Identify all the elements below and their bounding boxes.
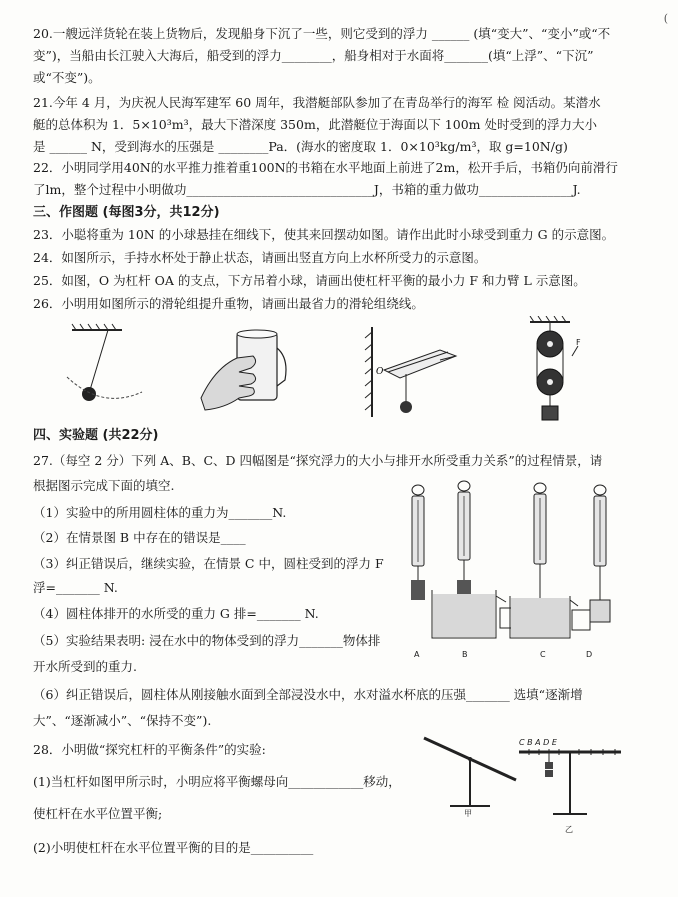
q21-line-1: 21.今年 4 月，为庆祝人民海军建军 60 周年，我潜艇部队参加了在青岛举行的海军 检 阅活动。某潜水 [33, 95, 601, 110]
yi-label: 乙 [565, 825, 573, 834]
q23: 23．小聪将重为 10N 的小球悬挂在细线下，使其来回摆动如图。请作出此时小球受到重力 G 的示意图。 [33, 227, 615, 242]
lever-oa-figure [360, 322, 470, 422]
pendulum-figure [62, 322, 172, 417]
q28-heading: 28．小明做“探究杠杆的平衡条件”的实验: [33, 742, 266, 757]
q26: 26．小明用如图所示的滑轮组提升重物，请画出最省力的滑轮组绕线。 [33, 296, 424, 311]
corner-mark: ( [663, 12, 668, 25]
buoyancy-experiment-figure [400, 480, 620, 660]
q27-item-1: （1）实验中的所用圆柱体的重力为_______N. [33, 505, 287, 520]
q20-line-2: 变”)，当船由长江驶入大海后，船受到的浮力________，船身相对于水面将_______(填“上浮”、“下沉” [33, 48, 594, 63]
fig-label-c: C [540, 650, 546, 659]
pulley-f-label: F [576, 338, 581, 347]
q27-line-2: 根据图示完成下面的填空. [33, 478, 175, 493]
q28-item-1b: 使杠杆在水平位置平衡; [33, 806, 163, 821]
q28-item-1: (1)当杠杆如图甲所示时，小明应将平衡螺母向____________移动， [33, 774, 401, 789]
hand-cup-figure [195, 328, 305, 413]
q25: 25．如图，O 为杠杆 OA 的支点，下方吊着小球，请画出使杠杆平衡的最小力 F 和力臂 L 示意图。 [33, 273, 586, 288]
q27-item-2: （2）在情景图 B 中存在的错误是____ [33, 530, 246, 545]
q22-line-2: 了lm，整个过程中小明做功______________________________J，书箱的重力做功_______________J. [33, 182, 581, 197]
lever-letters: C B A D E [519, 738, 557, 747]
q27-item-4: （4）圆柱体排开的水所受的重力 G 排=_______ N. [33, 606, 319, 621]
q21-line-2: 艇的总体积为 1．5×10³m³，最大下潜深度 350m，此潜艇位于海面以下 100m 处时受到的浮力大小 [33, 117, 597, 132]
q24: 24．如图所示，手持水杯处于静止状态，请画出竖直方向上水杯所受力的示意图。 [33, 250, 487, 265]
fig-label-d: D [586, 650, 593, 659]
q27-line-1: 27.（每空 2 分）下列 A、B、C、D 四幅图是“探究浮力的大小与排开水所受重力关系”的过程情景，请 [33, 453, 603, 468]
q21-line-3: 是 ______ N，受到海水的压强是 ________Pa．(海水的密度取 1．0×10³kg/m³，取 g=10N/g) [33, 139, 568, 154]
section-4-heading: 四、实验题 (共22分) [33, 428, 159, 443]
svg-text:O: O [376, 367, 384, 377]
q20-line-3: 或“不变”)。 [33, 70, 101, 85]
lever-jia-figure [420, 730, 520, 820]
q27-item-5b: 开水所受到的重力. [33, 659, 137, 674]
q22-line-1: 22．小明同学用40N的水平推力推着重100N的书箱在水平地面上前进了2m，松开手后，书箱仍向前滑行 [33, 160, 618, 175]
q28-item-2: (2)小明使杠杆在水平位置平衡的目的是__________ [33, 840, 314, 855]
q27-item-3: （3）纠正错误后，继续实验，在情景 C 中，圆柱受到的浮力 F [33, 556, 384, 571]
section-3-heading: 三、作图题 (每图3分，共12分) [33, 205, 220, 220]
jia-label: 甲 [464, 809, 472, 818]
q27-item-5: （5）实验结果表明: 浸在水中的物体受到的浮力_______物体排 [33, 633, 381, 648]
fig-label-a: A [414, 650, 420, 659]
q27-item-6b: 大”、“逐渐减小”、“保持不变”). [33, 713, 212, 728]
lever-yi-figure [515, 738, 625, 838]
fig-label-b: B [462, 650, 468, 659]
q27-item-3b: 浮=_______ N. [33, 580, 118, 595]
pulley-figure [520, 316, 610, 426]
q27-item-6: （6）纠正错误后，圆柱体从刚接触水面到全部浸没水中，水对溢水杯底的压强_______ 选填“逐渐增 [33, 687, 583, 702]
q20-line-1: 20.一艘远洋货轮在装上货物后，发现船身下沉了一些，则它受到的浮力 ______ (填“变大”、“变小”或“不 [33, 26, 611, 41]
